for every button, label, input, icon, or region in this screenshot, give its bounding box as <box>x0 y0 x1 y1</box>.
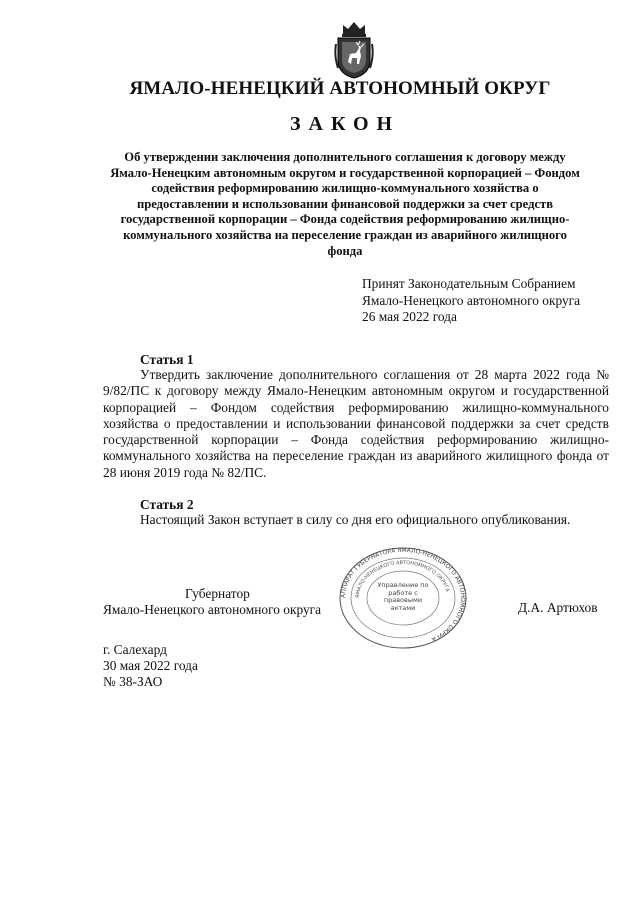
adoption-line-2: Ямало-Ненецкого автономного округа <box>362 292 581 308</box>
document-type-title: ЗАКОН <box>289 113 401 135</box>
law-subject: Об утверждении заключения дополнительного соглашения к договору между Ямало-Ненецким автономным округом и государственной корпорацией – Фондом содействия реформированию жилищно-коммунального хозяйства о предоставлении и использовании финансовой поддержки за счет средств государственной корпорации – Фонда содействия реформированию жилищно-коммунального хозяйства на переселение граждан из аварийного жилищного фонда <box>110 150 580 258</box>
official-seal <box>338 546 468 650</box>
adoption-block <box>362 276 580 326</box>
article-1-text: Утвердить заключение дополнительного соглашения от 28 марта 2022 года № 9/82/ПС к договору между Ямало-Ненецким автономным округом и государственной корпорацией – Фондом содействия реформированию жилищно-коммунального хозяйства о предоставлении и использовании финансовой поддержки за счет средств государственной корпорации – Фонда содействия реформированию жилищно-коммунального хозяйства на переселение граждан из аварийного жилищного фонда от 28 июня 2019 года № 82/ПС. <box>103 367 609 480</box>
signatory-region: Ямало-Ненецкого автономного округа <box>103 602 322 617</box>
city: г. Салехард <box>103 642 167 657</box>
article-1-heading: Статья 1 <box>140 352 194 367</box>
adoption-line-1: Принят Законодательным Собранием <box>362 276 576 291</box>
seal-outer-text: АППАРАТ ГУБЕРНАТОРА ЯМАЛО-НЕНЕЦКОГО АВТОНОМНОГО ОКРУГА <box>339 546 467 643</box>
article-2-heading: Статья 2 <box>140 497 194 512</box>
seal-center-text: Управление по работе с правовыми актами <box>377 582 429 612</box>
place-date-block <box>103 642 198 690</box>
signing-date: 30 мая 2022 года <box>103 658 198 673</box>
coat-of-arms-emblem <box>334 20 374 80</box>
signatory-title: Губернатор <box>185 586 250 601</box>
seal-inner-text: ЯМАЛО-НЕНЕЦКОГО АВТОНОМНОГО ОКРУГА <box>354 559 451 599</box>
region-title: ЯМАЛО-НЕНЕЦКИЙ АВТОНОМНЫЙ ОКРУГ <box>129 78 551 99</box>
adoption-date: 26 мая 2022 года <box>362 309 457 324</box>
article-2-text: Настоящий Закон вступает в силу со дня его официального опубликования. <box>140 512 571 527</box>
signatory-name: Д.А. Артюхов <box>518 600 598 615</box>
law-number: № 38-ЗАО <box>103 674 163 689</box>
